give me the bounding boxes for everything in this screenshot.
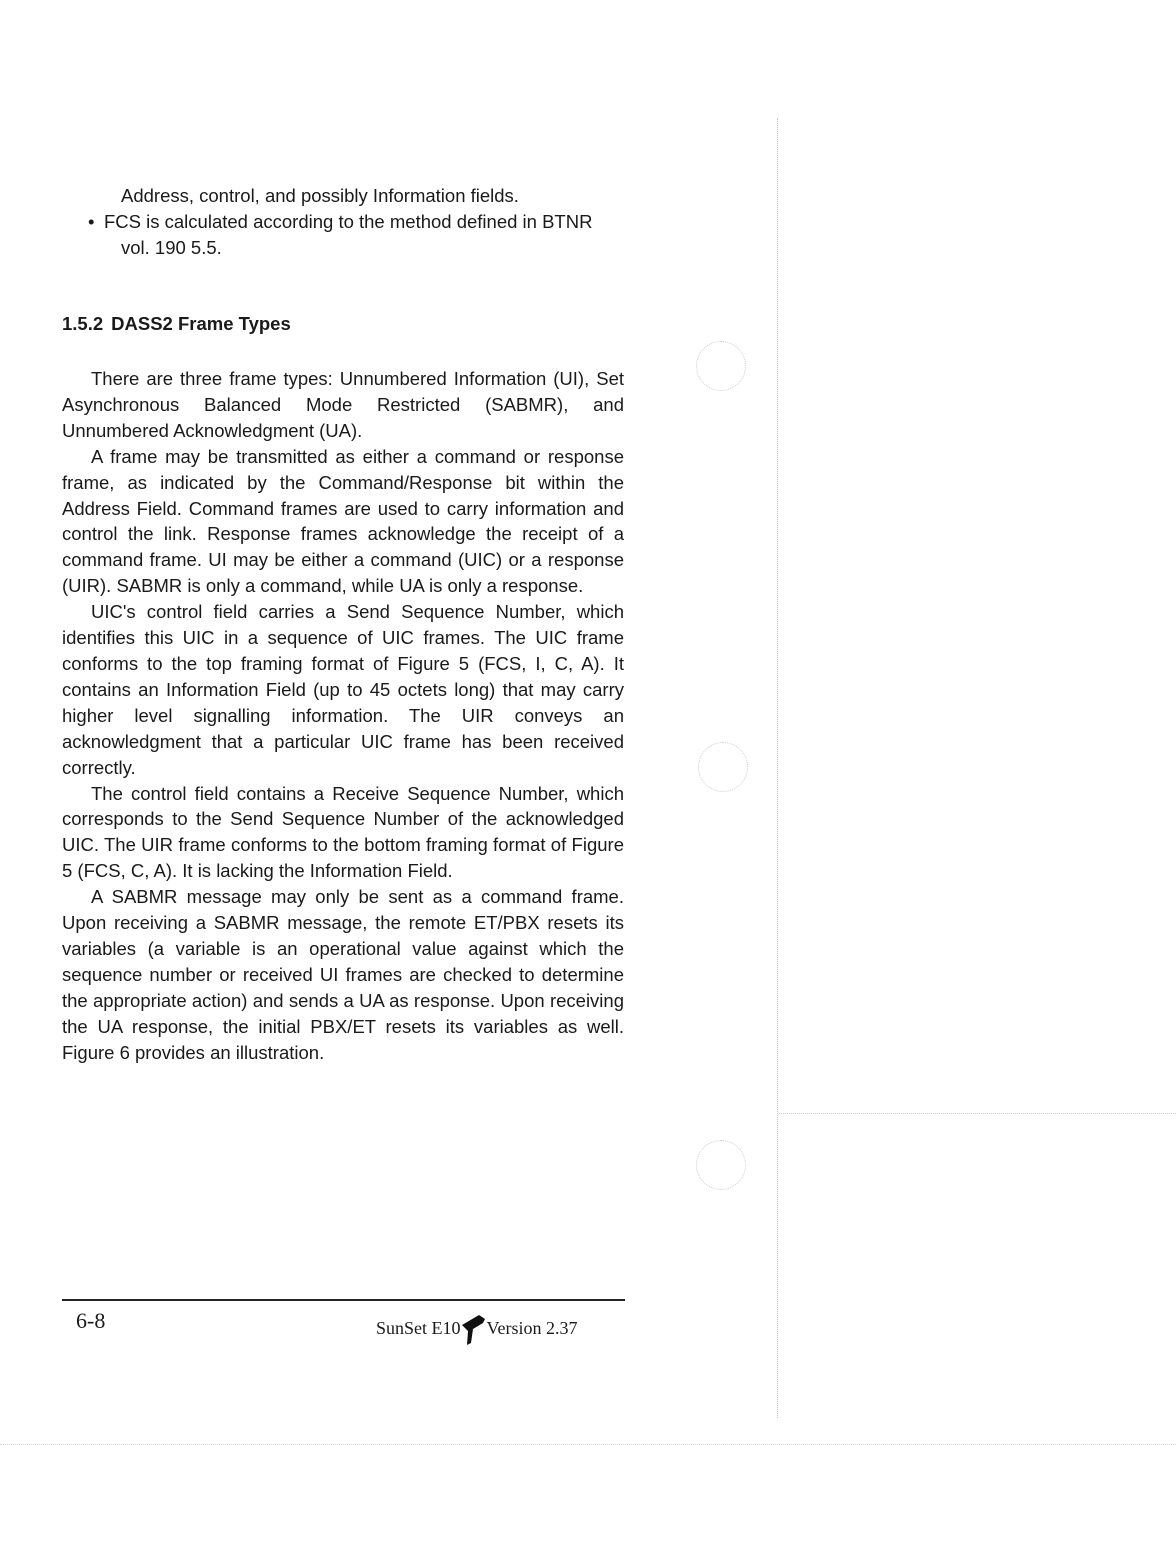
page-number: 6-8 xyxy=(76,1308,106,1333)
bullet-line-1: FCS is calculated according to the method defined in BTNR xyxy=(104,211,593,232)
paragraph: A SABMR message may only be sent as a command frame. Upon receiving a SABMR message, the remote ET/PBX resets its variables (a variable is an operational value against which the sequence number or received UI frames are checked to determine the appropriate action) and sends a UA as response. Upon receiving the UA response, the initial PBX/ET resets its variables as well. Figure 6 provides an illustration. xyxy=(62,886,624,1063)
sunset-handset-logo-icon xyxy=(459,1313,487,1347)
bullet-dot-icon: • xyxy=(88,211,95,232)
product-name: SunSet E10 xyxy=(376,1317,461,1338)
continuation-line: Address, control, and possibly Information fields. xyxy=(121,185,519,206)
paragraph: There are three frame types: Unnumbered Information (UI), Set Asynchronous Balanced Mode Restricted (SABMR), and Unnumbered Acknowledgment (UA). xyxy=(62,368,624,441)
paragraph: A frame may be transmitted as either a command or response frame, as indicated by the Command/Response bit within the Address Field. Command frames are used to carry information and control the link. Response frames acknowledge the receipt of a command frame. UI may be either a command (UIC) or a response (UIR). SABMR is only a command, while UA is only a response. xyxy=(62,445,624,597)
version-text: Version 2.37 xyxy=(486,1317,578,1338)
binder-hole xyxy=(698,742,748,792)
scan-edge-line xyxy=(777,1113,1176,1114)
bullet-line-2: vol. 190 5.5. xyxy=(121,237,222,258)
scan-bottom-line xyxy=(0,1444,1176,1445)
footer-product xyxy=(376,1311,578,1345)
binder-hole xyxy=(696,341,746,391)
paragraph: UIC's control field carries a Send Sequence Number, which identifies this UIC in a sequence of UIC frames. The UIC frame conforms to the top framing format of Figure 5 (FCS, I, C, A). It contains an Information Field (up to 45 octets long) that may carry higher level signalling information. The UIR conveys an acknowledgment that a particular UIC frame has been received correctly. xyxy=(62,601,624,778)
section-number: 1.5.2 xyxy=(62,313,104,334)
section-title: DASS2 Frame Types xyxy=(111,313,291,334)
binder-hole xyxy=(696,1140,746,1190)
bullet-item xyxy=(88,209,628,261)
page-edge-divider xyxy=(777,118,778,1418)
body-text xyxy=(62,366,624,1065)
paragraph: The control field contains a Receive Sequence Number, which corresponds to the Send Sequence Number of the acknowledged UIC. The UIR frame conforms to the bottom framing format of Figure 5 (FCS, C, A). It is lacking the Information Field. xyxy=(62,782,624,882)
footer-rule xyxy=(62,1299,625,1301)
section-heading xyxy=(62,313,291,335)
